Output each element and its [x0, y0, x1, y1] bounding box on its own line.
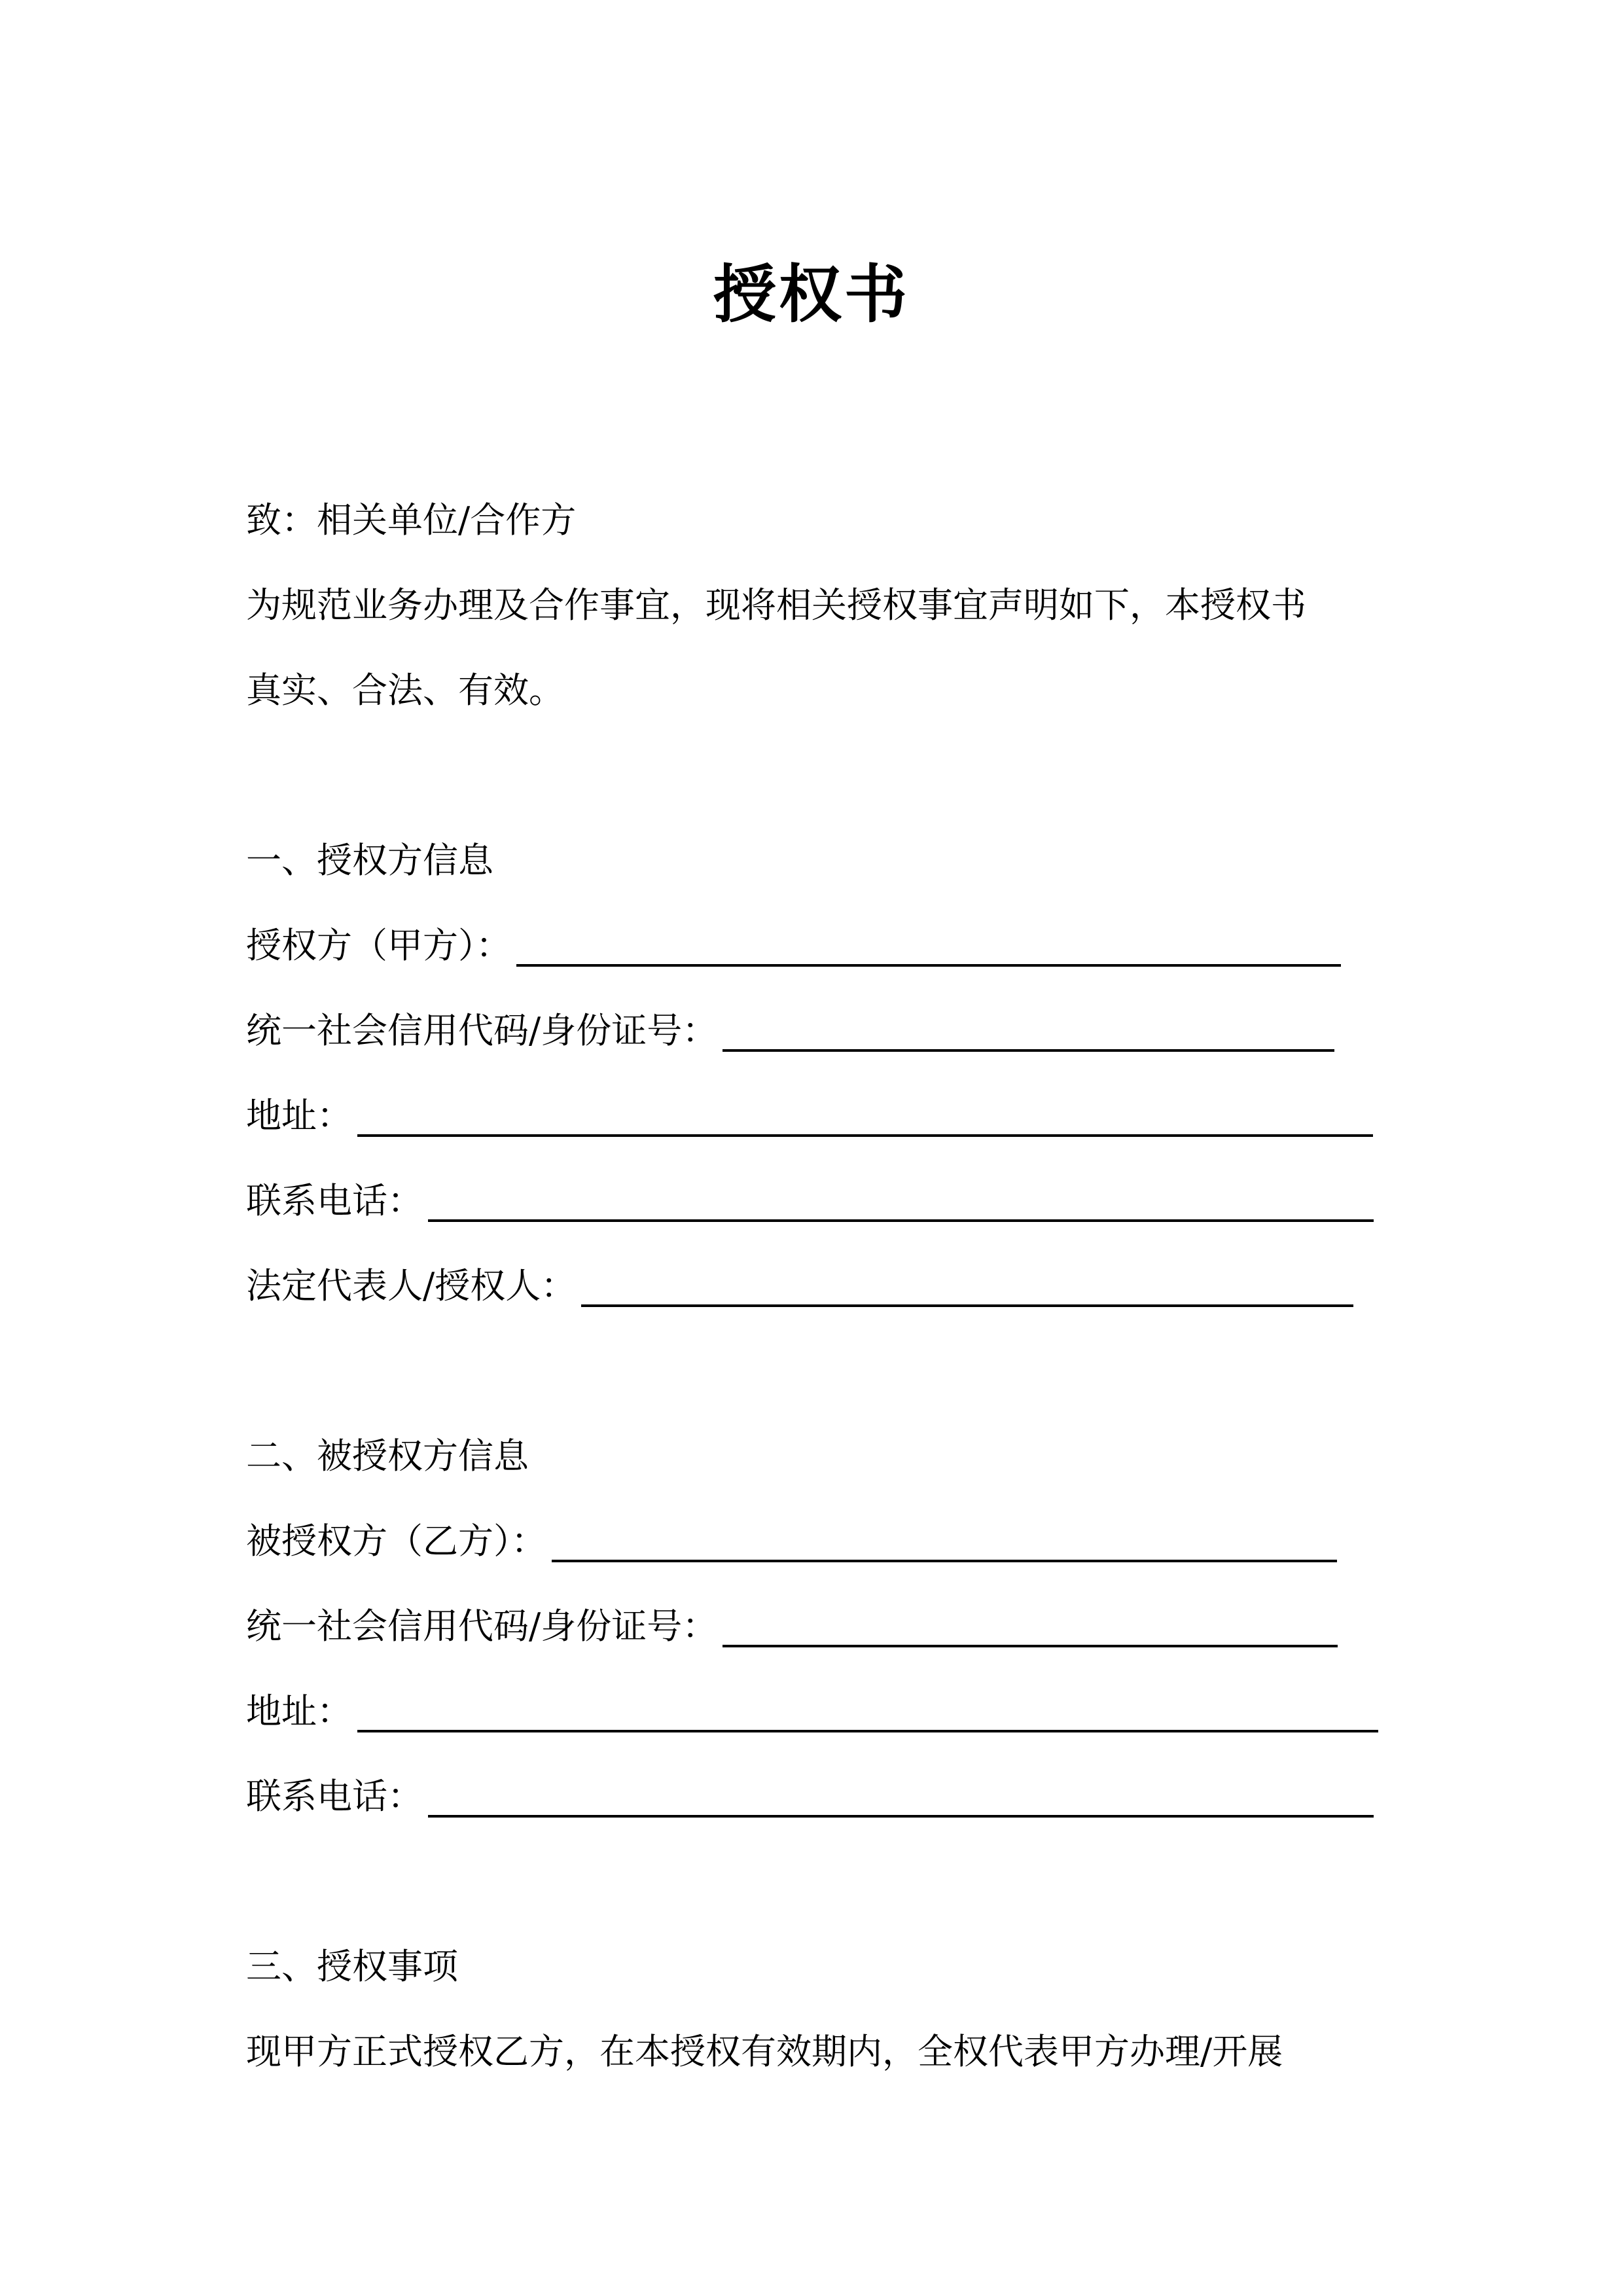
party-b-address-field	[246, 1685, 1378, 1738]
party-a-credit-code-blank[interactable]	[722, 1049, 1334, 1052]
party-b-credit-code-field	[246, 1600, 1338, 1653]
section1-heading: 一、授权方信息	[246, 840, 493, 881]
party-a-phone-field	[246, 1175, 1374, 1227]
party-a-name-field	[246, 920, 1341, 972]
party-a-address-field	[246, 1090, 1373, 1142]
party-a-credit-code-field	[246, 1005, 1334, 1057]
section3-text: 现甲方正式授权乙方，在本授权有效期内，全权代表甲方办理/开展	[246, 2031, 1283, 2072]
party-b-credit-code-label: 统一社会信用代码/身份证号：	[246, 1605, 718, 1647]
party-a-address-label: 地址：	[246, 1095, 352, 1136]
party-b-phone-field	[246, 1770, 1374, 1823]
party-b-name-blank[interactable]	[552, 1560, 1337, 1562]
party-a-address-blank[interactable]	[357, 1134, 1373, 1137]
party-a-name-label: 授权方（甲方）：	[246, 925, 511, 966]
party-b-address-label: 地址：	[246, 1691, 352, 1732]
section3-heading: 三、授权事项	[246, 1946, 458, 1987]
party-b-phone-label: 联系电话：	[246, 1776, 423, 1817]
party-b-name-field	[246, 1515, 1337, 1568]
party-a-representative-blank[interactable]	[581, 1304, 1353, 1307]
party-a-phone-label: 联系电话：	[246, 1180, 423, 1221]
document-title: 授权书	[713, 257, 910, 331]
section2-heading: 二、被授权方信息	[246, 1435, 529, 1477]
party-b-credit-code-blank[interactable]	[722, 1645, 1338, 1647]
party-a-credit-code-label: 统一社会信用代码/身份证号：	[246, 1010, 718, 1051]
party-a-phone-blank[interactable]	[428, 1219, 1374, 1222]
intro-line-1: 为规范业务办理及合作事宜，现将相关授权事宜声明如下，本授权书	[246, 584, 1306, 626]
party-a-representative-field	[246, 1260, 1353, 1312]
party-b-name-label: 被授权方（乙方）：	[246, 1520, 546, 1562]
party-a-name-blank[interactable]	[516, 964, 1341, 967]
party-b-address-blank[interactable]	[357, 1730, 1378, 1732]
party-a-representative-label: 法定代表人/授权人：	[246, 1265, 577, 1306]
recipient-line: 致：相关单位/合作方	[246, 499, 577, 541]
intro-line-2: 真实、合法、有效。	[246, 670, 564, 711]
party-b-phone-blank[interactable]	[428, 1815, 1374, 1818]
